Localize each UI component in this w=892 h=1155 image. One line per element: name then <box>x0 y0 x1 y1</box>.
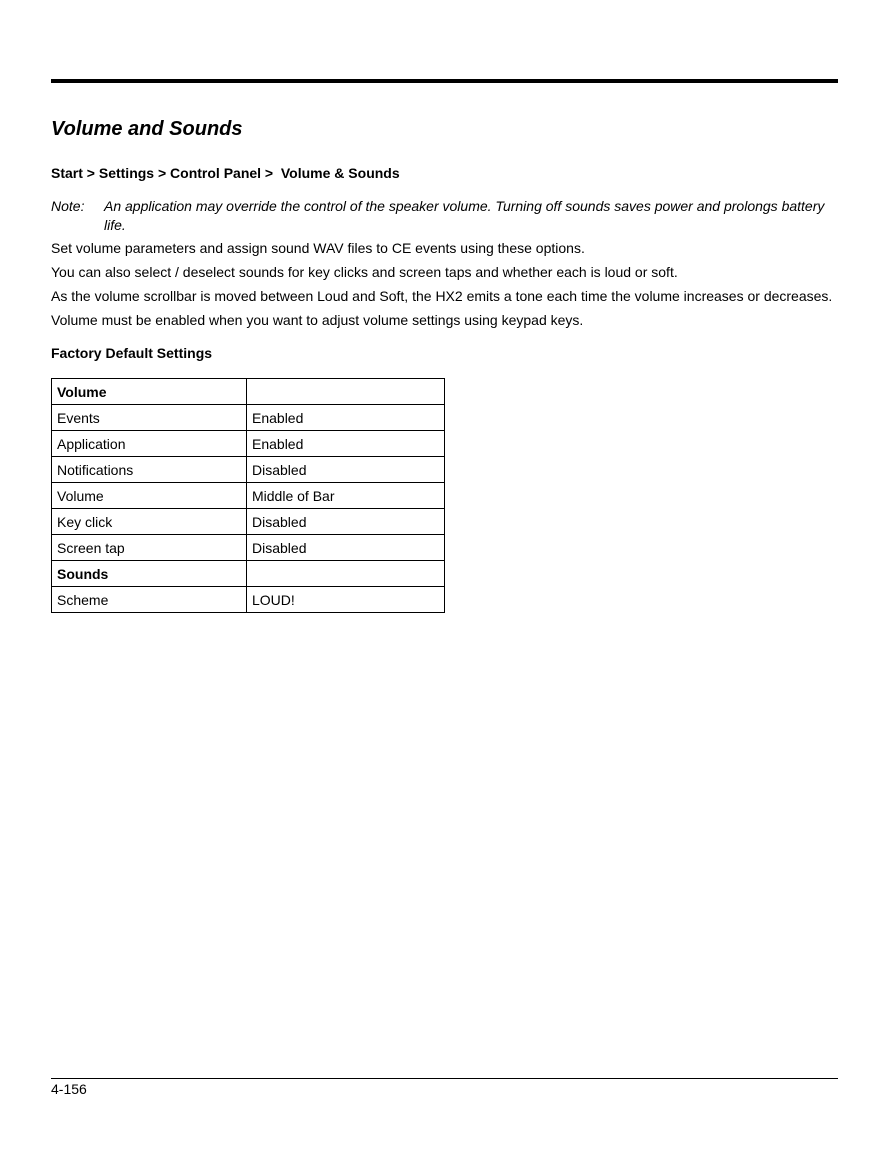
breadcrumb: Start > Settings > Control Panel > Volume & Sounds <box>51 165 400 181</box>
note-label: Note: <box>51 198 85 214</box>
page-number: 4-156 <box>51 1081 87 1097</box>
setting-cell: Screen tap <box>52 535 247 561</box>
paragraph: You can also select / deselect sounds for key clicks and screen taps and whether each is loud or soft. <box>51 264 678 280</box>
value-cell <box>247 561 445 587</box>
value-cell: Enabled <box>247 431 445 457</box>
page-title: Volume and Sounds <box>51 118 243 140</box>
setting-cell: Notifications <box>52 457 247 483</box>
table-row <box>52 431 445 457</box>
value-cell: LOUD! <box>247 587 445 613</box>
table-row <box>52 405 445 431</box>
setting-cell: Volume <box>52 483 247 509</box>
setting-cell: Events <box>52 405 247 431</box>
value-cell: Enabled <box>247 405 445 431</box>
table-row <box>52 561 445 587</box>
setting-cell: Application <box>52 431 247 457</box>
value-cell: Disabled <box>247 457 445 483</box>
setting-cell: Key click <box>52 509 247 535</box>
table-row <box>52 587 445 613</box>
value-cell: Disabled <box>247 509 445 535</box>
table-row <box>52 379 445 405</box>
table-row <box>52 509 445 535</box>
paragraph: Volume must be enabled when you want to adjust volume settings using keypad keys. <box>51 312 584 328</box>
factory-defaults-table <box>51 378 445 613</box>
table-row <box>52 483 445 509</box>
value-cell <box>247 379 445 405</box>
paragraph: As the volume scrollbar is moved between Loud and Soft, the HX2 emits a tone each time the volume increases or decreases. <box>51 288 833 304</box>
paragraph: Set volume parameters and assign sound WAV files to CE events using these options. <box>51 240 585 256</box>
setting-cell: Sounds <box>52 561 247 587</box>
value-cell: Disabled <box>247 535 445 561</box>
table-row <box>52 457 445 483</box>
top-divider <box>51 79 838 83</box>
note-text: An application may override the control of the speaker volume. Turning off sounds saves power and prolongs battery life. <box>104 198 825 233</box>
table-row <box>52 535 445 561</box>
setting-cell: Scheme <box>52 587 247 613</box>
factory-defaults-heading: Factory Default Settings <box>51 345 213 361</box>
note <box>51 197 838 235</box>
value-cell: Middle of Bar <box>247 483 445 509</box>
setting-cell: Volume <box>52 379 247 405</box>
footer-divider <box>51 1078 838 1079</box>
